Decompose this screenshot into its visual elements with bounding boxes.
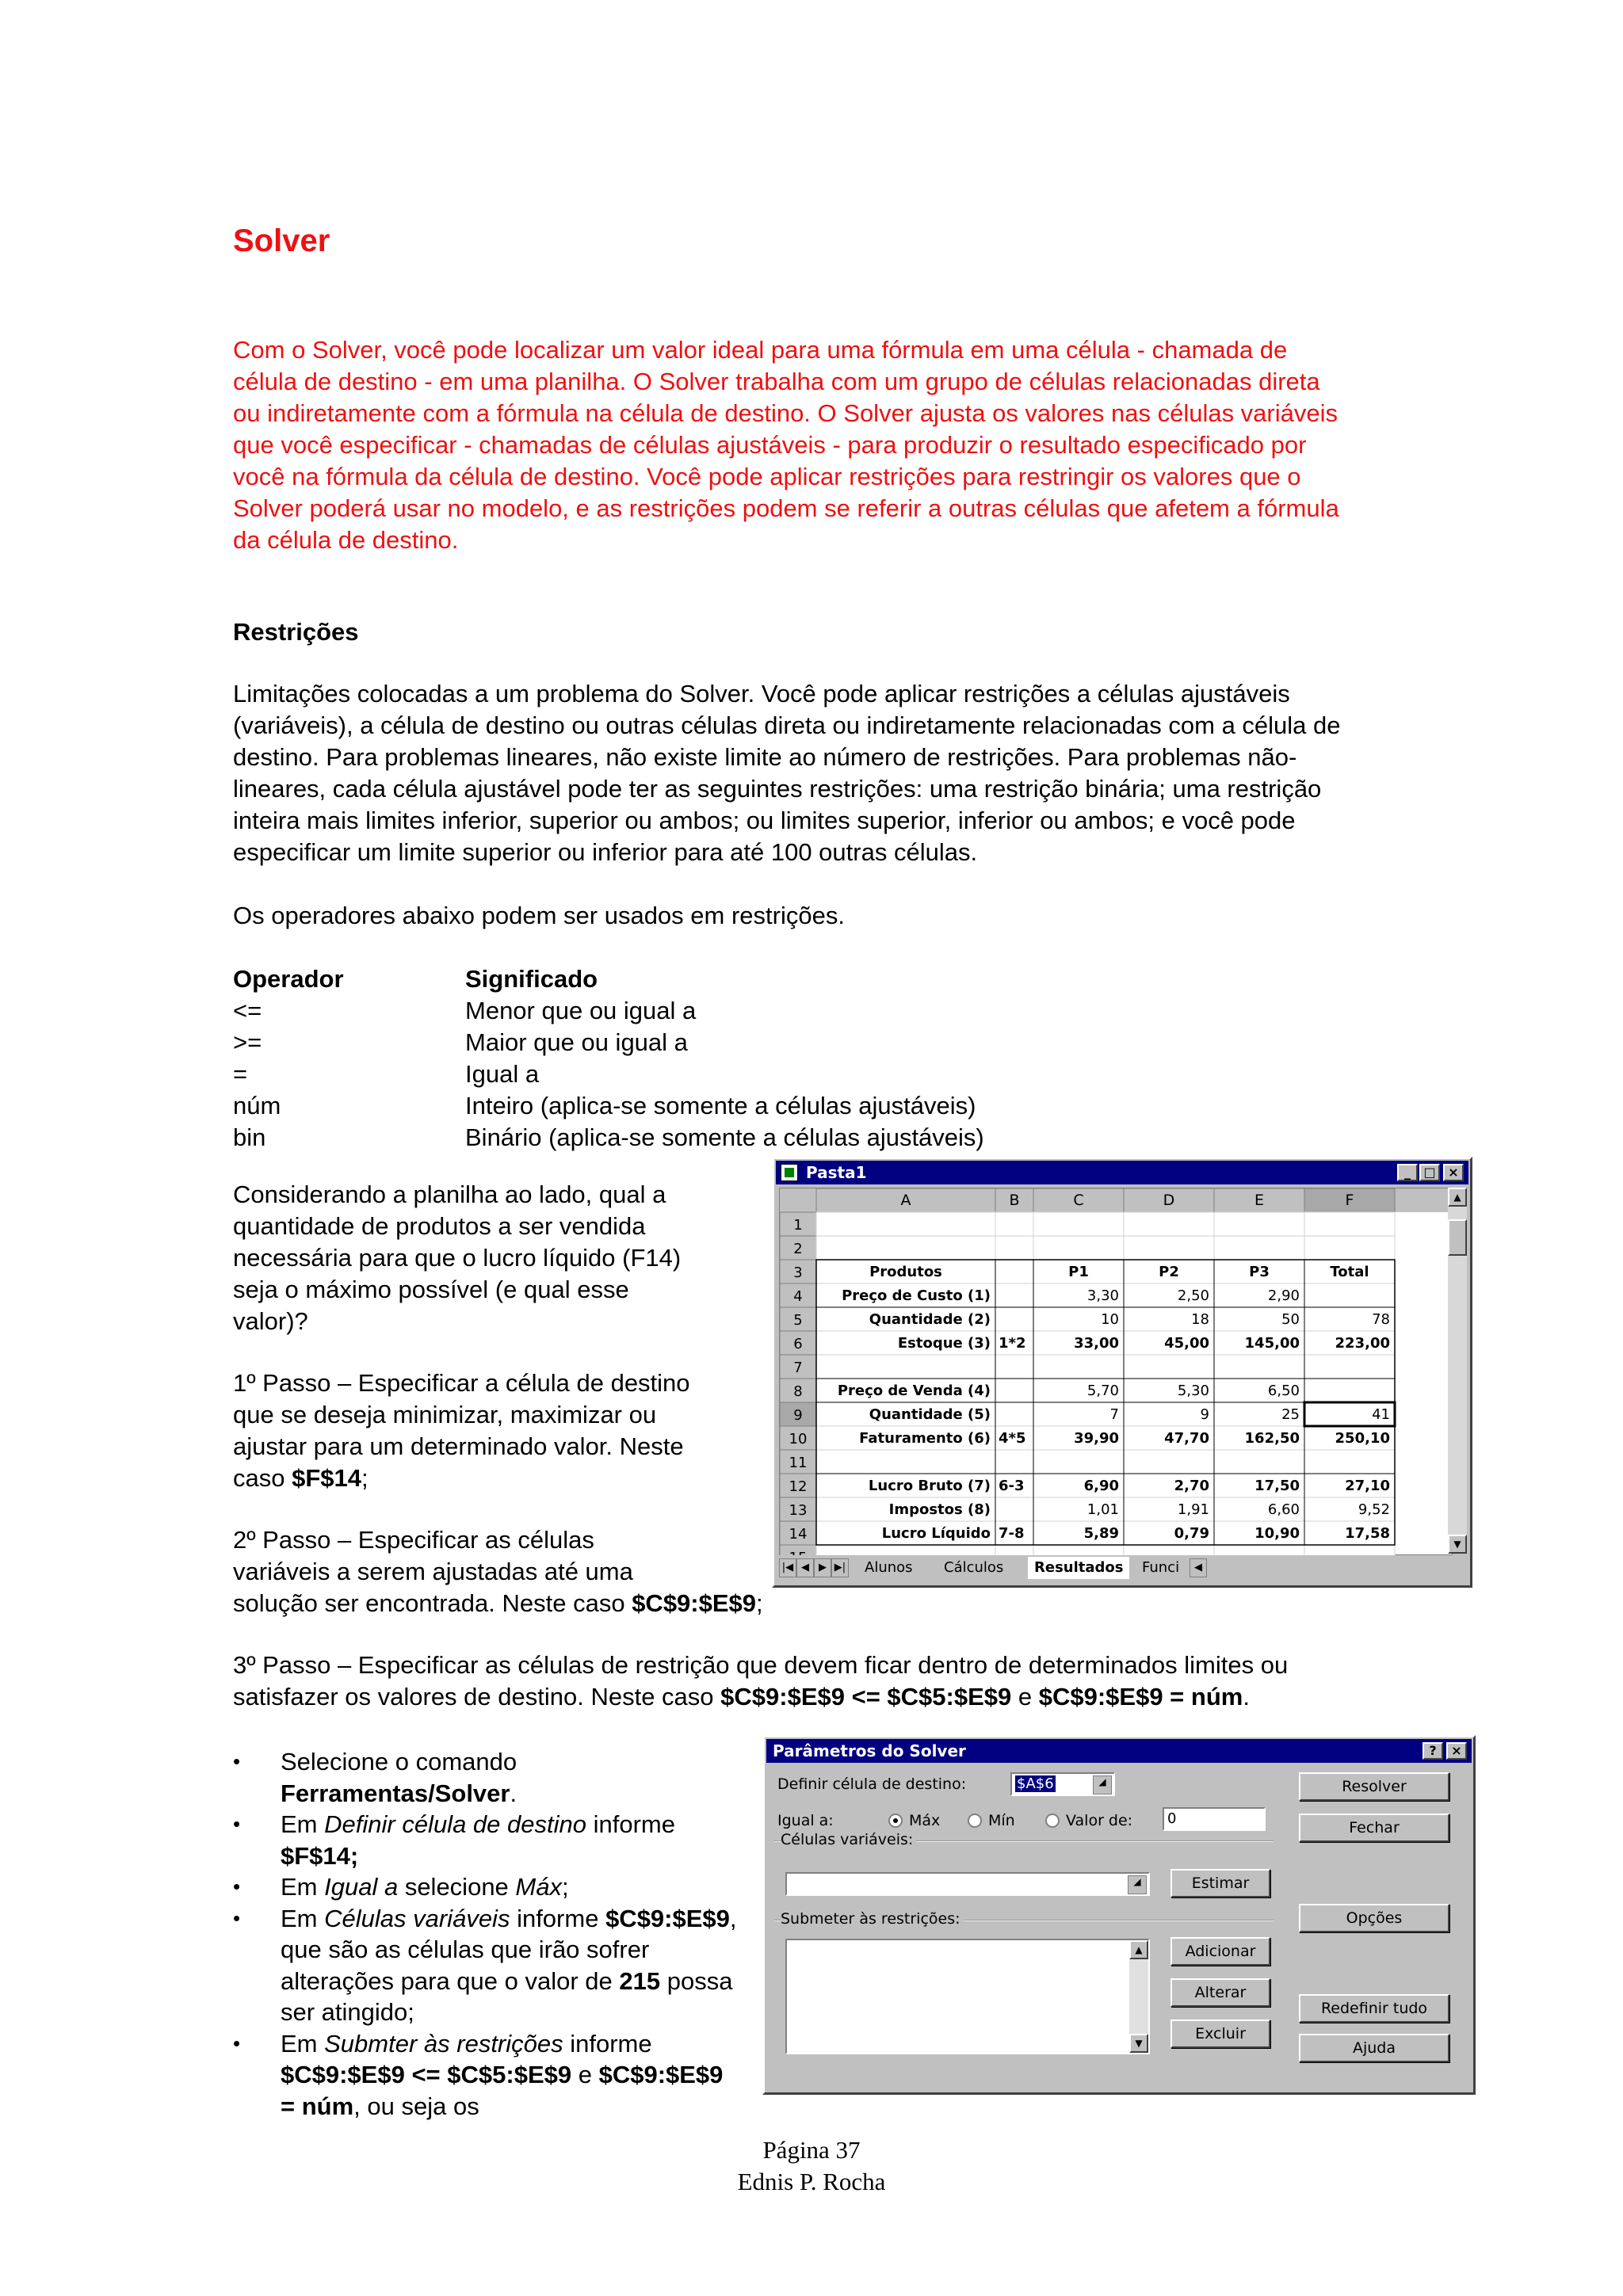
redefinir-tudo-button[interactable]: Redefinir tudo [1299, 1994, 1449, 2023]
paragraph-line: quantidade de produtos a ser vendida [233, 1212, 646, 1240]
paragraph-line: 2º Passo – Especificar as células [233, 1526, 594, 1554]
spreadsheet-cell[interactable] [1304, 1379, 1395, 1402]
scroll-down-icon[interactable]: ▼ [1129, 2034, 1148, 2053]
intro-line: ou indiretamente com a fórmula na célula de destino. O Solver ajusta os valores nas células variáveis [233, 399, 1338, 427]
cell-value: Quantidade (2) [869, 1311, 991, 1328]
spreadsheet-cell[interactable] [1124, 1355, 1214, 1379]
radio-value-label: Valor de: [1066, 1812, 1133, 1829]
bullet-text: Em [281, 1904, 325, 1932]
bullet-bold: $C$9:$E$9 = núm [281, 2061, 724, 2120]
paragraph-line: que se deseja minimizar, maximizar ou [233, 1401, 657, 1428]
cell-value: 6,60 [1267, 1501, 1300, 1518]
cell-value: 1,01 [1086, 1501, 1119, 1518]
passo1-prefix: caso [233, 1464, 292, 1492]
cell-value: 78 [1372, 1311, 1390, 1328]
bullet-text: Em [281, 1810, 325, 1838]
excel-titlebar[interactable] [776, 1161, 1468, 1184]
passo3-constraint-1: $C$9:$E$9 <= $C$5:$E$9 [720, 1683, 1012, 1711]
solver-dialog [762, 1735, 1476, 2095]
spreadsheet-cell[interactable] [995, 1497, 1033, 1521]
bullet-bold: $F$14; [281, 1841, 359, 1870]
scroll-up-icon[interactable]: ▲ [1129, 1940, 1148, 1959]
paragraph-line: inteira mais limites inferior, superior ou ambos; ou limites superior, inferior ou ambos; e você pode [233, 807, 1296, 834]
spreadsheet-cell[interactable] [1214, 1236, 1304, 1260]
operator-symbol: <= [233, 997, 262, 1024]
steps-bullet-list [233, 1746, 740, 2122]
section-heading: Restrições [233, 618, 359, 646]
bullet-text: , que são as células que irão sofrer alterações para que o valor de [281, 1904, 737, 1995]
value-of-field[interactable] [1163, 1807, 1266, 1831]
fechar-button[interactable]: Fechar [1299, 1814, 1449, 1842]
intro-paragraph [233, 334, 1501, 556]
spreadsheet-cell[interactable] [995, 1379, 1033, 1402]
passo3-suffix: . [1243, 1683, 1250, 1711]
question-paragraph [233, 1179, 756, 1337]
intro-line: célula de destino - em uma planilha. O Solver trabalha com um grupo de células relacionadas direta [233, 368, 1320, 395]
cell-value: 5,89 [1083, 1525, 1119, 1542]
paragraph-line: Considerando a planilha ao lado, qual a [233, 1180, 666, 1208]
bullet-text: Selecione o comando [281, 1748, 517, 1775]
bullet-text: Em [281, 1873, 325, 1901]
list-item [233, 1746, 740, 1809]
spreadsheet-cell[interactable] [995, 1307, 1033, 1331]
radio-max[interactable] [888, 1814, 903, 1828]
close-icon[interactable]: × [1446, 1742, 1467, 1760]
scroll-up-icon[interactable]: ▲ [1448, 1188, 1467, 1207]
bullet-text: . [510, 1779, 517, 1807]
passo2-prefix: solução ser encontrada. Neste caso [233, 1589, 632, 1617]
cell-value: Lucro Bruto (7) [868, 1478, 991, 1494]
paragraph-line: lineares, cada célula ajustável pode ter as seguintes restrições: uma restrição binária; uma restrição [233, 775, 1322, 803]
restricoes-heading-block [233, 616, 1501, 648]
paragraph-line [233, 1588, 915, 1619]
cell-value: 50 [1281, 1311, 1300, 1328]
spreadsheet-svg[interactable] [780, 1188, 1452, 1554]
paragraph-line: Os operadores abaixo podem ser usados em restrições. [233, 902, 845, 929]
cell-value: 1*2 [999, 1335, 1026, 1352]
bullet-text: informe [563, 2029, 652, 2058]
paragraph-line: Limitações colocadas a um problema do Solver. Você pode aplicar restrições a células ajustáveis [233, 680, 1290, 707]
cell-value: 6,50 [1267, 1383, 1300, 1399]
sheet-tab-calculos[interactable]: Cálculos [944, 1559, 1004, 1576]
paragraph-line: valor)? [233, 1307, 308, 1335]
ajuda-button[interactable]: Ajuda [1299, 2034, 1449, 2062]
cell-value: 7-8 [999, 1525, 1025, 1542]
spreadsheet-cell[interactable] [816, 1236, 995, 1260]
excel-window [772, 1157, 1472, 1588]
row-number: 1 [793, 1217, 803, 1234]
scroll-down-icon[interactable]: ▼ [1448, 1535, 1467, 1554]
maximize-icon[interactable]: □ [1419, 1164, 1440, 1181]
first-sheet-icon[interactable]: |◀ [779, 1558, 796, 1577]
column-header-label: E [1254, 1192, 1265, 1209]
excel-app-icon [781, 1164, 798, 1181]
spreadsheet-cell[interactable] [1304, 1236, 1395, 1260]
prev-sheet-icon[interactable]: ◀ [796, 1558, 814, 1577]
bullet-italic: Células variáveis [324, 1904, 510, 1932]
operator-meaning: Igual a [465, 1060, 540, 1088]
list-item [233, 1903, 740, 2028]
bullet-bold: $C$9:$E$9 [605, 1904, 730, 1932]
paragraph-line: (variáveis), a célula de destino ou outras células direta ou indiretamente relacionadas com a célula de [233, 711, 1341, 739]
cell-value: Estoque (3) [897, 1335, 991, 1352]
bullet-italic: Igual a [324, 1873, 399, 1901]
variable-cells-field[interactable] [785, 1872, 1150, 1896]
radio-min-label: Mín [988, 1812, 1015, 1829]
paragraph-line: 1º Passo – Especificar a célula de destino [233, 1369, 690, 1397]
cell-value: 41 [1372, 1406, 1390, 1423]
cell-value: 9 [1200, 1406, 1209, 1423]
spreadsheet-cell[interactable] [1304, 1283, 1395, 1307]
cell-value: 2,90 [1267, 1287, 1300, 1304]
spreadsheet-cell[interactable] [816, 1355, 995, 1379]
meaning-header: Significado [465, 965, 598, 993]
operator-meaning: Maior que ou igual a [465, 1028, 688, 1056]
cell-value: 223,00 [1335, 1335, 1390, 1352]
spreadsheet-cell[interactable] [816, 1450, 995, 1474]
bullet-italic: Submter às restrições [324, 2029, 563, 2058]
cell-value: 2,50 [1177, 1287, 1209, 1304]
paragraph-line [233, 1681, 1501, 1713]
tab-split-icon[interactable]: ◀ [1190, 1558, 1207, 1577]
spreadsheet-cell[interactable] [1033, 1212, 1124, 1236]
spreadsheet-cell[interactable] [995, 1212, 1033, 1236]
cell-value: 250,10 [1335, 1430, 1390, 1447]
cell-value: 45,00 [1164, 1335, 1209, 1352]
bullet-italic: Definir célula de destino [324, 1810, 586, 1838]
spreadsheet-cell[interactable] [1124, 1212, 1214, 1236]
intro-line: da célula de destino. [233, 526, 459, 554]
passo3-mid: e [1011, 1683, 1039, 1711]
cell-value: 4*5 [999, 1430, 1026, 1447]
paragraph-line: ajustar para um determinado valor. Neste [233, 1432, 684, 1460]
intro-line: Com o Solver, você pode localizar um valor ideal para uma fórmula em uma célula - chamada de [233, 336, 1288, 364]
cell-value: 25 [1281, 1406, 1300, 1423]
cell-value: 3,30 [1086, 1287, 1119, 1304]
spreadsheet-cell[interactable] [1033, 1355, 1124, 1379]
column-header-label: B [1009, 1192, 1020, 1209]
list-item [233, 1871, 740, 1903]
spreadsheet-cell[interactable] [1124, 1236, 1214, 1260]
spreadsheet-cell[interactable] [1214, 1212, 1304, 1236]
spreadsheet-cell[interactable] [816, 1212, 995, 1236]
spreadsheet-cell[interactable] [1033, 1450, 1124, 1474]
spreadsheet-cell[interactable] [995, 1283, 1033, 1307]
cell-value: 5,70 [1086, 1383, 1119, 1399]
resolver-button[interactable]: Resolver [1299, 1772, 1449, 1801]
cell-value: 10,90 [1254, 1525, 1300, 1542]
cell-value: 39,90 [1074, 1430, 1119, 1447]
spreadsheet-cell[interactable] [1214, 1450, 1304, 1474]
cell-value: 17,58 [1345, 1525, 1390, 1542]
cell-value: 145,00 [1244, 1335, 1300, 1352]
cell-value: 18 [1191, 1311, 1209, 1328]
constraints-listbox[interactable] [785, 1939, 1150, 2054]
sheet-tab-alunos[interactable]: Alunos [865, 1559, 913, 1576]
bullet-text: informe [586, 1810, 675, 1838]
operator-meaning: Menor que ou igual a [465, 997, 697, 1024]
column-header-label: F [1345, 1192, 1354, 1209]
spreadsheet-cell[interactable] [1304, 1212, 1395, 1236]
list-item [233, 2028, 740, 2122]
spreadsheet-grid[interactable] [779, 1188, 1453, 1555]
spreadsheet-cell[interactable] [995, 1402, 1033, 1426]
cell-value: Impostos (8) [888, 1501, 991, 1518]
row-number: 6 [793, 1336, 803, 1352]
passo3-prefix: satisfazer os valores de destino. Neste caso [233, 1683, 721, 1711]
row-number: 5 [793, 1312, 803, 1329]
operator-symbol: bin [233, 1123, 266, 1151]
spreadsheet-cell[interactable] [995, 1236, 1033, 1260]
spreadsheet-cell[interactable] [995, 1260, 1033, 1283]
paragraph-line: seja o máximo possível (e qual esse [233, 1276, 629, 1303]
scroll-thumb[interactable] [1448, 1219, 1467, 1256]
passo1-suffix: ; [361, 1464, 369, 1492]
equal-to-label: Igual a: [777, 1812, 834, 1829]
minimize-icon[interactable]: _ [1397, 1164, 1418, 1181]
passo2-cells: $C$9:$E$9 [632, 1589, 757, 1617]
row-number: 3 [793, 1264, 803, 1281]
cell-value: P3 [1249, 1264, 1270, 1280]
row-number: 7 [793, 1360, 803, 1376]
radio-max-label: Máx [909, 1812, 941, 1829]
cell-value: Preço de Custo (1) [842, 1287, 991, 1304]
cell-value: 33,00 [1074, 1335, 1119, 1352]
column-header-label: D [1163, 1192, 1175, 1209]
footer-page-number: Página 37 [762, 2136, 861, 2164]
cell-value: 162,50 [1244, 1430, 1300, 1447]
restricoes-paragraph [233, 678, 1501, 868]
solver-titlebar[interactable] [766, 1739, 1472, 1763]
solver-dialog-title: Parâmetros do Solver [773, 1741, 966, 1760]
vertical-scrollbar[interactable] [1448, 1188, 1467, 1554]
row-number: 2 [793, 1241, 803, 1257]
value-of-text: 0 [1167, 1810, 1177, 1827]
operator-header: Operador [233, 965, 344, 993]
page-title: Solver [233, 223, 330, 258]
adicionar-button[interactable]: Adicionar [1170, 1937, 1270, 1966]
next-sheet-icon[interactable]: ▶ [814, 1558, 831, 1577]
excel-window-title: Pasta1 [806, 1163, 867, 1182]
cell-value: 5,30 [1177, 1383, 1209, 1399]
cell-value: Produtos [869, 1264, 942, 1280]
row-number: 8 [793, 1383, 803, 1400]
list-item [233, 1809, 740, 1871]
intro-line: Solver poderá usar no modelo, e as restrições podem se referir a outras células que afetem a fórmula [233, 494, 1339, 522]
bullet-bold: $C$9:$E$9 <= $C$5:$E$9 [281, 2061, 572, 2088]
variable-cells-label: Células variáveis: [781, 1831, 916, 1848]
cell-value: Total [1330, 1264, 1369, 1280]
passo1-cell: $F$14 [292, 1464, 362, 1492]
intro-line: que você especificar - chamadas de células ajustáveis - para produzir o resultado especificado por [233, 431, 1307, 459]
operator-meaning: Binário (aplica-se somente a células ajustáveis) [465, 1123, 984, 1151]
alterar-button[interactable]: Alterar [1170, 1978, 1270, 2007]
constraints-label: Submeter às restrições: [781, 1910, 964, 1928]
paragraph-line: necessária para que o lucro líquido (F14) [233, 1244, 682, 1272]
cell-value: P2 [1159, 1264, 1179, 1280]
sheet-tab-funci[interactable]: Funci [1142, 1559, 1180, 1576]
column-header-label: C [1073, 1192, 1084, 1209]
cell-value: 10 [1101, 1311, 1119, 1328]
bullet-text: e [571, 2061, 599, 2088]
bullet-text: informe [510, 1904, 606, 1932]
spreadsheet-cell[interactable] [1304, 1450, 1395, 1474]
collapse-dialog-icon[interactable]: ◢ [1128, 1875, 1147, 1894]
cell-value: 6,90 [1083, 1478, 1119, 1494]
cell-value: Preço de Venda (4) [837, 1383, 991, 1399]
row-number: 9 [793, 1407, 803, 1424]
row-number: 4 [793, 1288, 803, 1305]
spreadsheet-cell[interactable] [1214, 1355, 1304, 1379]
intro-line: você na fórmula da célula de destino. Você pode aplicar restrições para restringir os valores que o [233, 463, 1301, 490]
passo3-constraint-2: $C$9:$E$9 = núm [1038, 1683, 1243, 1711]
estimar-button[interactable]: Estimar [1170, 1869, 1270, 1897]
cell-value: 1,91 [1177, 1501, 1209, 1518]
spreadsheet-cell[interactable] [995, 1450, 1033, 1474]
paragraph-line: destino. Para problemas lineares, não existe limite ao número de restrições. Para problemas não- [233, 743, 1297, 771]
sheet-tab-resultados[interactable]: Resultados [1028, 1557, 1129, 1579]
last-sheet-icon[interactable]: ▶| [831, 1558, 849, 1577]
radio-value[interactable] [1045, 1814, 1060, 1828]
operator-symbol: = [233, 1060, 248, 1088]
row-number: 14 [789, 1526, 808, 1543]
spreadsheet-cell[interactable] [1124, 1450, 1214, 1474]
operator-meaning: Inteiro (aplica-se somente a células ajustáveis) [465, 1092, 976, 1119]
passo1-paragraph [233, 1367, 756, 1494]
cell-value: Quantidade (5) [869, 1406, 991, 1423]
paragraph-line: especificar um limite superior ou inferior para até 100 outras células. [233, 838, 978, 866]
cell-value: 47,70 [1164, 1430, 1209, 1447]
footer-author: Ednis P. Rocha [737, 2168, 886, 2195]
excluir-button[interactable]: Excluir [1170, 2019, 1270, 2048]
cell-value: 17,50 [1254, 1478, 1300, 1494]
row-number: 13 [789, 1502, 808, 1519]
bullet-italic: Máx [515, 1873, 562, 1901]
cell-value: Faturamento (6) [859, 1430, 991, 1447]
passo2-suffix: ; [756, 1589, 763, 1617]
spreadsheet-cell[interactable] [995, 1355, 1033, 1379]
operator-symbol: núm [233, 1092, 281, 1119]
help-icon[interactable]: ? [1423, 1742, 1443, 1760]
bullet-text: Em [281, 2029, 325, 2058]
constraints-scrollbar[interactable] [1129, 1940, 1148, 2053]
target-cell-label: Definir célula de destino: [777, 1775, 967, 1793]
cell-value: 9,52 [1358, 1501, 1390, 1518]
paragraph-line [233, 1463, 756, 1494]
cell-value: 6-3 [999, 1478, 1025, 1494]
target-cell-value: $A$6 [1017, 1775, 1054, 1792]
opcoes-button[interactable]: Opções [1299, 1904, 1449, 1932]
close-icon[interactable]: × [1443, 1164, 1464, 1181]
bullet-bold: 215 [619, 1966, 661, 1995]
bullet-text: , ou seja os [353, 2092, 479, 2120]
spreadsheet-cell[interactable] [1033, 1236, 1124, 1260]
spreadsheet-cell[interactable] [1304, 1355, 1395, 1379]
column-header-label: A [900, 1192, 911, 1209]
row-number: 11 [789, 1455, 808, 1471]
row-number: 10 [789, 1431, 808, 1447]
operator-symbol: >= [233, 1028, 262, 1056]
bullet-text: selecione [398, 1873, 516, 1901]
target-cell-field[interactable] [1010, 1772, 1115, 1796]
cell-value: Lucro Líquido [881, 1525, 991, 1542]
passo3-paragraph [233, 1650, 1501, 1713]
cell-value: 27,10 [1345, 1478, 1390, 1494]
operators-intro [233, 900, 1501, 932]
collapse-dialog-icon[interactable]: ◢ [1093, 1775, 1112, 1794]
row-number: 12 [789, 1478, 808, 1495]
sheet-tab-bar [779, 1555, 1467, 1582]
cell-value: 0,79 [1174, 1525, 1209, 1542]
cell-value: 7 [1109, 1406, 1119, 1423]
cell-value: P1 [1068, 1264, 1089, 1280]
bullet-text: ; [562, 1873, 569, 1901]
paragraph-line: variáveis a serem ajustadas até uma [233, 1558, 633, 1585]
paragraph-line: 3º Passo – Especificar as células de restrição que devem ficar dentro de determinados limites ou [233, 1651, 1289, 1679]
cell-value: 2,70 [1174, 1478, 1209, 1494]
radio-min[interactable] [968, 1814, 982, 1828]
bullet-text: possa ser atingido; [281, 1966, 733, 2026]
bullet-bold: Ferramentas/Solver [281, 1779, 510, 1807]
